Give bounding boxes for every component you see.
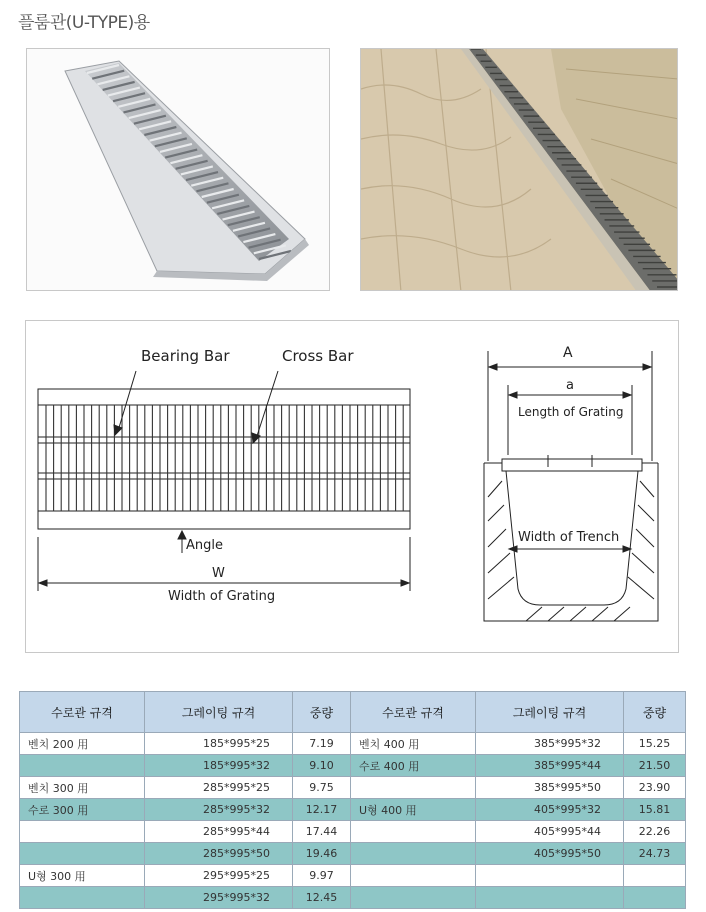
cell-weight-2: 24.73 [624,843,686,865]
length-of-grating-label: Length of Grating [518,405,624,419]
cell-grating-spec-2: 405*995*32 [476,799,624,821]
cell-channel-spec [20,755,145,777]
width-of-trench-label: Width of Trench [518,530,620,545]
header-channel-spec-2: 수로관 규격 [351,692,476,733]
cell-channel-spec [20,821,145,843]
installed-grating-photo [360,48,678,291]
cell-weight: 9.97 [293,865,351,887]
bearing-bar-label: Bearing Bar [141,347,230,365]
header-grating-spec-2: 그레이팅 규격 [476,692,624,733]
cell-channel-spec [20,887,145,909]
header-grating-spec: 그레이팅 규격 [145,692,293,733]
a-upper-label: A [563,345,573,361]
table-row [20,799,686,821]
width-of-grating-label: Width of Grating [168,589,276,604]
cell-channel-spec-2 [351,887,476,909]
a-lower-label: a [566,378,574,393]
cross-bar-label: Cross Bar [282,347,354,365]
cell-channel-spec-2: 벤치 400 用 [351,733,476,755]
header-channel-spec: 수로관 규격 [20,692,145,733]
cell-channel-spec: U형 300 用 [20,865,145,887]
w-label: W [212,566,225,581]
cell-channel-spec: 벤치 300 用 [20,777,145,799]
cell-weight: 9.10 [293,755,351,777]
cell-weight: 9.75 [293,777,351,799]
cell-grating-spec: 185*995*25 [145,733,293,755]
cell-weight-2: 15.81 [624,799,686,821]
cell-grating-spec-2: 405*995*50 [476,843,624,865]
cell-grating-spec: 285*995*44 [145,821,293,843]
cell-weight-2 [624,887,686,909]
grating-dimension-diagram [25,320,679,653]
cell-weight: 19.46 [293,843,351,865]
page-title: 플룸관(U-TYPE)용 [18,13,150,33]
cell-channel-spec: 수로 300 用 [20,799,145,821]
angle-label: Angle [186,538,223,553]
cell-weight: 17.44 [293,821,351,843]
cell-weight-2: 22.26 [624,821,686,843]
cell-grating-spec-2: 385*995*44 [476,755,624,777]
cell-grating-spec: 295*995*32 [145,887,293,909]
cell-grating-spec-2: 385*995*32 [476,733,624,755]
cell-channel-spec-2 [351,821,476,843]
cell-grating-spec-2: 405*995*44 [476,821,624,843]
cell-grating-spec-2 [476,865,624,887]
table-row [20,755,686,777]
table-row [20,843,686,865]
cell-weight-2 [624,865,686,887]
cell-weight: 7.19 [293,733,351,755]
cell-grating-spec: 185*995*32 [145,755,293,777]
table-row [20,777,686,799]
grating-product-photo [26,48,330,291]
table-row [20,733,686,755]
cell-weight-2: 23.90 [624,777,686,799]
table-header-row [20,692,686,733]
table-row [20,865,686,887]
cell-grating-spec: 295*995*25 [145,865,293,887]
cell-weight: 12.45 [293,887,351,909]
cell-channel-spec-2: U형 400 用 [351,799,476,821]
header-weight-2: 중량 [624,692,686,733]
cell-channel-spec [20,843,145,865]
table-row [20,821,686,843]
table-row [20,887,686,909]
cell-grating-spec-2 [476,887,624,909]
cell-channel-spec: 벤치 200 用 [20,733,145,755]
cell-channel-spec-2 [351,777,476,799]
cell-channel-spec-2 [351,843,476,865]
cell-grating-spec: 285*995*50 [145,843,293,865]
cell-grating-spec-2: 385*995*50 [476,777,624,799]
grating-spec-table [19,691,686,909]
cell-weight-2: 21.50 [624,755,686,777]
cell-weight: 12.17 [293,799,351,821]
cell-weight-2: 15.25 [624,733,686,755]
cell-grating-spec: 285*995*25 [145,777,293,799]
cell-grating-spec: 285*995*32 [145,799,293,821]
cell-channel-spec-2: 수로 400 用 [351,755,476,777]
header-weight: 중량 [293,692,351,733]
cell-channel-spec-2 [351,865,476,887]
